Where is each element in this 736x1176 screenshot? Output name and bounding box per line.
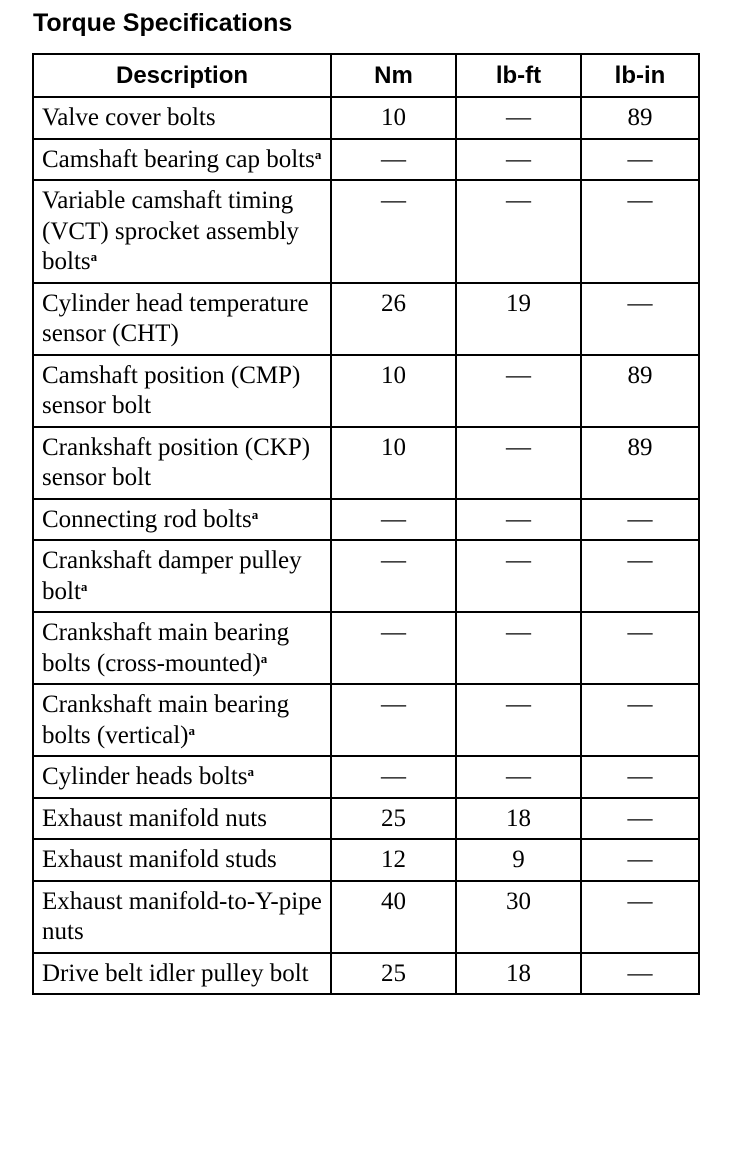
nm-cell: 10	[331, 427, 456, 499]
lbin-cell: —	[581, 881, 699, 953]
description-cell	[33, 427, 331, 499]
lbft-cell: —	[456, 612, 581, 684]
lbin-cell: —	[581, 283, 699, 355]
description-cell	[33, 881, 331, 953]
description-cell	[33, 355, 331, 427]
nm-cell: 10	[331, 97, 456, 139]
nm-cell: 10	[331, 355, 456, 427]
description-cell	[33, 684, 331, 756]
nm-cell: —	[331, 180, 456, 283]
lbin-cell: 89	[581, 97, 699, 139]
lbin-cell: —	[581, 540, 699, 612]
lbft-cell: —	[456, 139, 581, 181]
nm-cell: —	[331, 540, 456, 612]
description-cell	[33, 139, 331, 181]
lbin-cell: —	[581, 612, 699, 684]
description-text: Drive belt idler pulley bolt	[42, 959, 309, 987]
description-cell	[33, 798, 331, 840]
table-row	[33, 612, 699, 684]
lbin-cell: 89	[581, 355, 699, 427]
nm-cell: —	[331, 139, 456, 181]
table-row	[33, 756, 699, 798]
table-row	[33, 427, 699, 499]
lbft-cell: —	[456, 355, 581, 427]
nm-cell: 25	[331, 798, 456, 840]
description-cell	[33, 612, 331, 684]
lbft-cell: —	[456, 540, 581, 612]
description-text: Camshaft position (CMP) sensor bolt	[42, 361, 301, 419]
footnote-marker: a	[188, 722, 195, 738]
torque-spec-table	[32, 53, 700, 995]
lbin-cell: —	[581, 684, 699, 756]
footnote-marker: a	[314, 146, 322, 162]
table-row	[33, 953, 699, 995]
column-header-description: Description	[33, 54, 331, 97]
table-row	[33, 684, 699, 756]
nm-cell: 26	[331, 283, 456, 355]
lbin-cell: —	[581, 953, 699, 995]
table-row	[33, 499, 699, 541]
lbin-cell: 89	[581, 427, 699, 499]
lbft-cell: —	[456, 756, 581, 798]
description-text: Crankshaft main bearing bolts (vertical)	[42, 691, 290, 749]
description-text: Camshaft bearing cap bolts	[42, 145, 315, 173]
description-text: Exhaust manifold studs	[42, 846, 277, 873]
footnote-marker: a	[247, 764, 255, 779]
description-text: Cylinder heads bolts	[42, 763, 248, 790]
description-cell	[33, 283, 331, 355]
footnote-marker: a	[260, 650, 268, 666]
description-text: Valve cover bolts	[42, 104, 216, 131]
lbin-cell: —	[581, 756, 699, 798]
description-text: Connecting rod bolts	[42, 505, 252, 533]
description-cell	[33, 756, 331, 798]
lbin-cell: —	[581, 139, 699, 181]
table-row	[33, 540, 699, 612]
table-row	[33, 355, 699, 427]
table-row	[33, 283, 699, 355]
lbft-cell: —	[456, 499, 581, 541]
lbft-cell: 9	[456, 839, 581, 881]
footnote-marker: a	[251, 506, 259, 522]
lbft-cell: 30	[456, 881, 581, 953]
table-row	[33, 798, 699, 840]
table-row	[33, 139, 699, 181]
description-cell	[33, 953, 331, 995]
table-row	[33, 97, 699, 139]
description-cell	[33, 180, 331, 283]
nm-cell: —	[331, 756, 456, 798]
description-cell	[33, 839, 331, 881]
description-cell	[33, 97, 331, 139]
description-text: Crankshaft position (CKP) sensor bolt	[42, 433, 311, 491]
footnote-marker: a	[80, 578, 88, 594]
lbft-cell: 19	[456, 283, 581, 355]
table-row	[33, 881, 699, 953]
column-header-lbft: lb-ft	[456, 54, 581, 97]
lbft-cell: —	[456, 427, 581, 499]
lbin-cell: —	[581, 180, 699, 283]
lbft-cell: 18	[456, 798, 581, 840]
description-text: Exhaust manifold-to-Y-pipe nuts	[42, 887, 322, 945]
description-text: Variable camshaft timing (VCT) sprocket assembly bolts	[42, 187, 299, 275]
nm-cell: —	[331, 612, 456, 684]
lbft-cell: —	[456, 180, 581, 283]
lbft-cell: 18	[456, 953, 581, 995]
nm-cell: 40	[331, 881, 456, 953]
nm-cell: —	[331, 684, 456, 756]
lbft-cell: —	[456, 97, 581, 139]
lbin-cell: —	[581, 798, 699, 840]
nm-cell: 25	[331, 953, 456, 995]
column-header-nm: Nm	[331, 54, 456, 97]
page-title: Torque Specifications	[33, 9, 293, 37]
table-row	[33, 839, 699, 881]
description-text: Exhaust manifold nuts	[42, 804, 267, 832]
description-cell	[33, 499, 331, 541]
table-row	[33, 180, 699, 283]
description-text: Cylinder head temperature sensor (CHT)	[42, 289, 309, 347]
description-cell	[33, 540, 331, 612]
lbft-cell: —	[456, 684, 581, 756]
nm-cell: 12	[331, 839, 456, 881]
column-header-lbin: lb-in	[581, 54, 699, 97]
header-row	[33, 54, 699, 97]
lbin-cell: —	[581, 499, 699, 541]
lbin-cell: —	[581, 839, 699, 881]
nm-cell: —	[331, 499, 456, 541]
description-text: Crankshaft damper pulley bolt	[42, 547, 302, 605]
description-text: Crankshaft main bearing bolts (cross-mounted)	[42, 619, 290, 677]
footnote-marker: a	[90, 249, 98, 264]
